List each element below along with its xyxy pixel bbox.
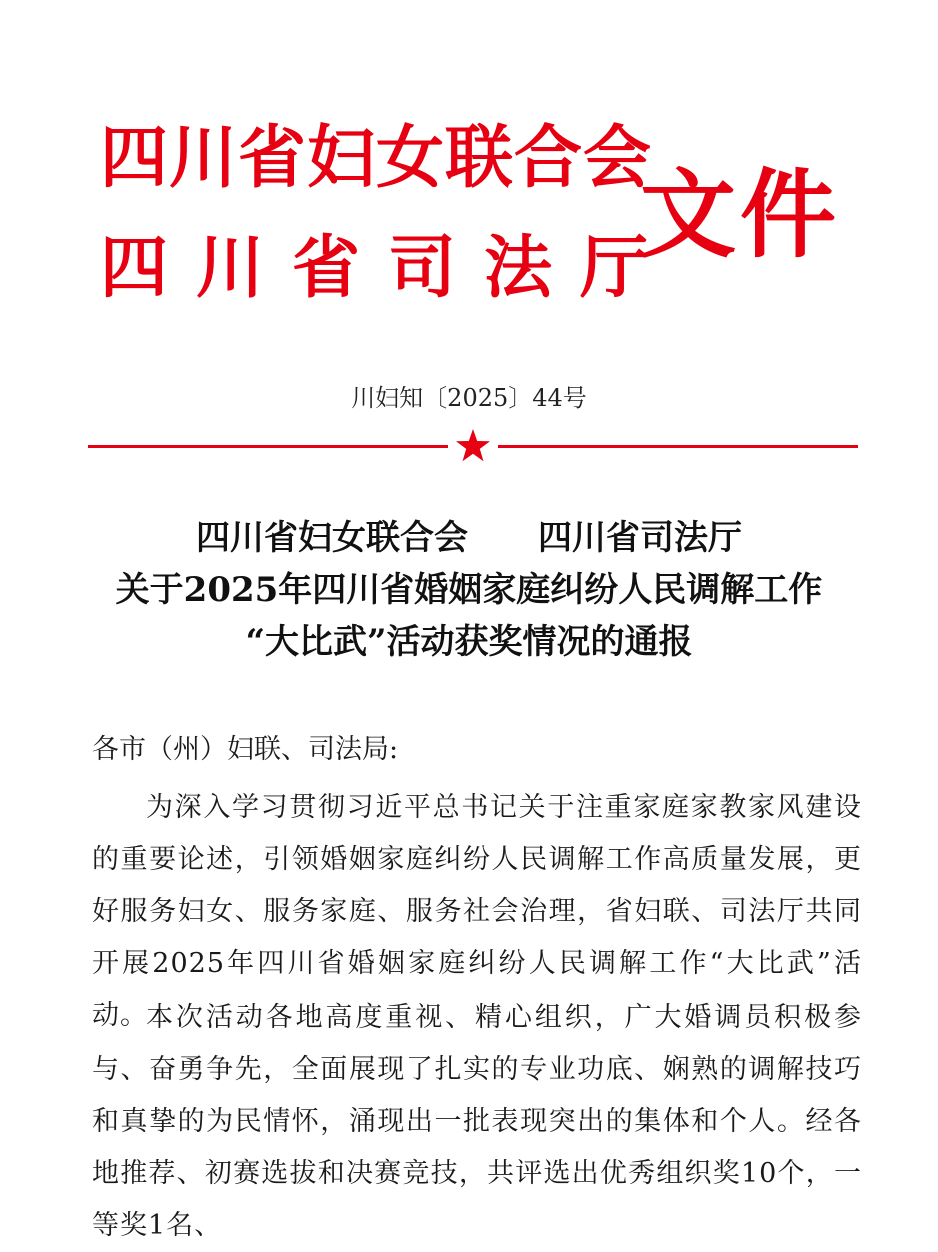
document-number: 川妇知〔2025〕44号 [351,384,587,412]
document-type-label: 文件 [640,158,840,271]
title-line-2: 关于2025年四川省婚姻家庭纠纷人民调解工作 [115,570,823,610]
red-divider-left [88,445,448,448]
body-paragraph-1: 为深入学习贯彻习近平总书记关于注重家庭家教家风建设的重要论述，引领婚姻家庭纠纷人民调解工作高质量发展，更好服务妇女、服务家庭、服务社会治理，省妇联、司法厅共同开展2025年四川省婚姻家庭纠纷人民调解工作“大比武”活动。 [92,792,862,1031]
title-issuer-2: 四川省司法厅 [538,518,742,558]
star-icon [455,428,491,464]
body-paragraph-2: 本次活动各地高度重视、精心组织，广大婚调员积极参与、奋勇争先，全面展现了扎实的专业功底、娴熟的调解技巧和真挚的为民情怀，涌现出一批表现突出的集体和个人。经各地推荐、初赛选拔和决赛竞技，共评选出优秀组织奖10个，一等奖1名、 [92,1002,862,1241]
title-issuer-1: 四川省妇女联合会 [196,518,468,558]
salutation: 各市（州）妇联、司法局: [92,734,399,765]
red-divider-right [498,445,858,448]
title-line-3: “大比武”活动获奖情况的通报 [245,622,693,662]
issuer-name-justice-department: 四川省司法厅 [100,228,677,308]
issuer-name-womens-federation: 四川省妇女联合会 [100,118,653,198]
title-line-1 [0,514,938,562]
